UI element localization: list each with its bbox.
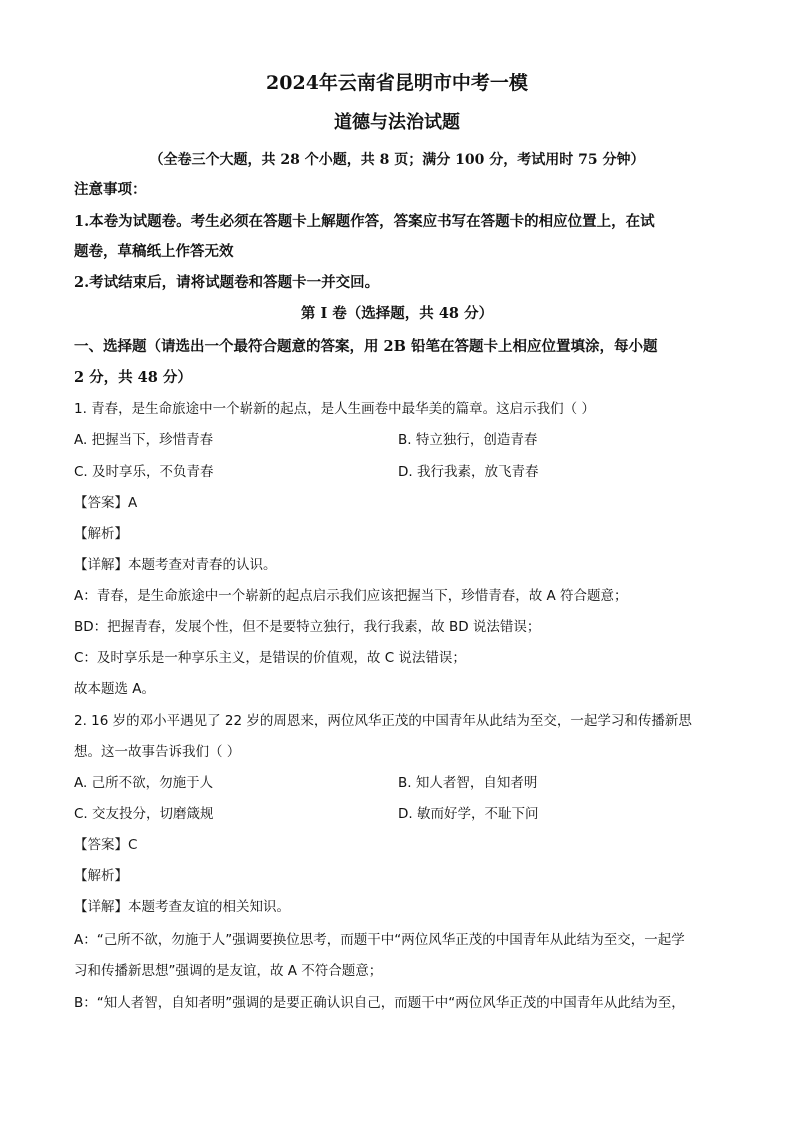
q2-analysis: 【解析】 bbox=[74, 868, 128, 884]
q1-explain-c: C：及时享乐是一种享乐主义，是错误的价值观，故 C 说法错误； bbox=[74, 650, 466, 666]
notice-item-2: 2.考试结束后，请将试题卷和答题卡一并交回。 bbox=[74, 274, 380, 291]
notice-item-1: 1.本卷为试题卷。考生必须在答题卡上解题作答，答案应书写在答题卡的相应位置上，在试 bbox=[74, 213, 655, 230]
subject-title: 道德与法治试题 bbox=[334, 112, 460, 133]
q2-option-d: D. 敏而好学，不耻下问 bbox=[398, 806, 539, 822]
q2-option-c: C. 交友投分，切磨箴规 bbox=[74, 806, 214, 822]
q2-explain-a: A：“己所不欲，勿施于人”强调要换位思考，而题干中“两位风华正茂的中国青年从此结为至交，一起学 bbox=[74, 932, 685, 948]
q1-conclusion: 故本题选 A。 bbox=[74, 681, 156, 697]
q2-explain-a-cont: 习和传播新思想”强调的是友谊，故 A 不符合题意； bbox=[74, 963, 383, 979]
section-heading: 一、选择题（请选出一个最符合题意的答案，用 2B 铅笔在答题卡上相应位置填涂，每小题 bbox=[74, 338, 658, 355]
q1-option-d: D. 我行我素，放飞青春 bbox=[398, 464, 539, 480]
volume-title: 第 I 卷（选择题，共 48 分） bbox=[300, 305, 494, 322]
q1-explain-a: A：青春，是生命旅途中一个崭新的起点启示我们应该把握当下，珍惜青春，故 A 符合题意； bbox=[74, 588, 628, 604]
exam-title: 2024年云南省昆明市中考一模 bbox=[266, 72, 528, 94]
notice-heading: 注意事项： bbox=[74, 181, 147, 198]
q2-stem-cont: 想。这一故事告诉我们（ ） bbox=[74, 744, 241, 760]
q1-option-b: B. 特立独行，创造青春 bbox=[398, 432, 538, 448]
q1-detail: 【详解】本题考查对青春的认识。 bbox=[74, 557, 277, 573]
q2-option-a: A. 己所不欲，勿施于人 bbox=[74, 775, 214, 791]
q2-detail: 【详解】本题考查友谊的相关知识。 bbox=[74, 899, 290, 915]
notice-item-1-cont: 题卷，草稿纸上作答无效 bbox=[74, 243, 234, 260]
q2-explain-b: B：“知人者智，自知者明”强调的是要正确认识自己，而题干中“两位风华正茂的中国青年从此结为至， bbox=[74, 995, 685, 1011]
q2-answer: 【答案】C bbox=[74, 837, 138, 853]
q1-analysis: 【解析】 bbox=[74, 526, 128, 542]
q2-stem: 2. 16 岁的邓小平遇见了 22 岁的周恩来，两位风华正茂的中国青年从此结为至交，一起学习和传播新思 bbox=[74, 713, 692, 729]
q2-option-b: B. 知人者智，自知者明 bbox=[398, 775, 538, 791]
q1-option-c: C. 及时享乐，不负青春 bbox=[74, 464, 214, 480]
q1-option-a: A. 把握当下，珍惜青春 bbox=[74, 432, 214, 448]
exam-info: （全卷三个大题，共 28 个小题，共 8 页；满分 100 分，考试用时 75 分钟） bbox=[149, 152, 645, 168]
q1-stem: 1. 青春，是生命旅途中一个崭新的起点，是人生画卷中最华美的篇章。这启示我们（ ） bbox=[74, 401, 595, 417]
q1-explain-bd: BD：把握青春，发展个性，但不是要特立独行，我行我素，故 BD 说法错误； bbox=[74, 619, 541, 635]
q1-answer: 【答案】A bbox=[74, 495, 138, 511]
section-heading-cont: 2 分，共 48 分） bbox=[74, 369, 192, 386]
